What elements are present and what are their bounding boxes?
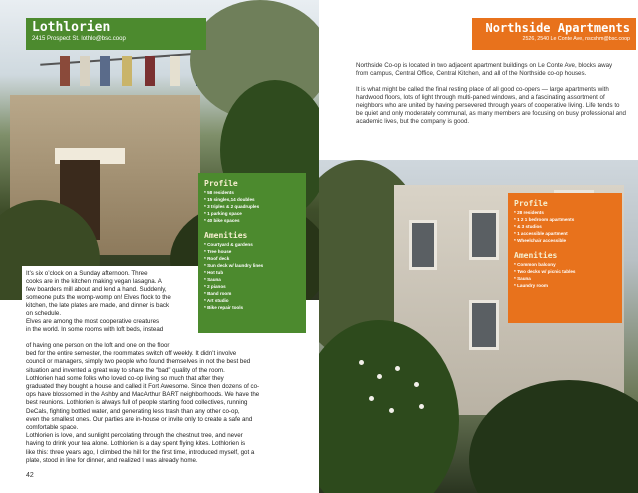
intro-paragraph: It is what might be called the final resting place of all good co-opers — large apartments with hardwood floors, lots of light through multi-paned windows, and a fascinating assortment of neighbors who are united by having persevered through years of cooperative living. Life tends to be quiet and only moderately communal, as many members are focusing on busy professional and academic lives, but the company is good. [356,86,626,125]
page-number: 42 [26,472,34,479]
profile-item: * 1 accessible apartment [514,230,616,237]
page-title: Lothlorien [32,20,111,35]
body-line: best reunions. Lothlorien is always full of people starting food collectives, running [26,399,248,407]
page-title: Northside Apartments [485,21,630,35]
address-contact: 2526, 2540 Le Conte Ave, nscshm@bsc.coop [522,36,630,42]
body-line: ops have blossomed in the Ashby and MacArthur BART neighborhoods. We have the [26,391,260,399]
amenity-item: * Art studio [204,297,300,304]
body-line: having to drink your tea alone. Lothlorien is a day spent flying kites. Lothlorien is [26,440,246,448]
amenity-item: * Hot tub [204,269,300,276]
profile-heading: Profile [204,179,238,188]
profile-list [204,189,300,224]
body-line: bed for the entire semester, the roommates switch off weekly. It didn’t involve [26,350,237,358]
body-line: DeCals, fighting bottled water, and generating less trash than any other co-op, [26,407,240,415]
amenity-item: * Bike repair tools [204,304,300,311]
northside-profile-box [508,193,622,323]
address-contact: 2415 Prospect St. lothlo@bsc.coop [32,36,126,42]
right-page [319,0,638,493]
amenities-list [514,261,616,289]
body-line: in the world. In some rooms with loft beds, instead [26,326,164,333]
body-line: on schedule. [26,310,62,317]
amenity-item: * Sauna [204,276,300,283]
amenity-item: * Tree house [204,248,300,255]
body-line: graduated they bought a house and called it Fort Awesome. Since then dozens of co- [26,383,260,391]
body-line: situation and invented a great way to share the “bad” quality of the room. [26,366,225,374]
amenity-item: * Two decks w/ picnic tables [514,268,616,275]
body-line: plate, stood in line for dinner, and realized I was already home. [26,456,198,464]
body-line: council or managers, simply two people who found themselves in not the best bed [26,358,251,366]
lothlorien-header [26,18,206,50]
amenities-list [204,241,300,311]
profile-item: * 15 singles,14 doubles [204,196,300,203]
body-line: of having one person on the loft and one on the floor [26,342,170,349]
body-line: like this: three years ago, I climbed the hill for the first time, introduced myself, got a [26,448,255,456]
body-text-wide [26,342,298,465]
body-line: even the smallest ones. Our parties are in-house or invite only to create a safe and [26,415,253,423]
body-line: cooks are in the kitchen making vegan lasagna. A [26,278,162,285]
amenity-item: * Common balcony [514,261,616,268]
amenity-item: * Sun deck w/ laundry lines [204,262,300,269]
profile-item: * Wheelchair accessible [514,237,616,244]
profile-item: * & 3 studios [514,223,616,230]
profile-heading: Profile [514,199,548,208]
body-line: Elves are among the most cooperative creatures [26,318,160,325]
profile-item: * 1 2 1 bedroom apartments [514,216,616,223]
body-line: few boarders mill about and lend a hand. Suddenly, [26,286,167,293]
amenity-item: * Courtyard & gardens [204,241,300,248]
amenity-item: * Sauna [514,275,616,282]
intro-text [356,62,626,126]
profile-item: * 3 triples & 2 quadruples [204,203,300,210]
northside-header [472,18,636,50]
body-line: Lothlorien is love, and sunlight percolating through the chestnut tree, and never [26,432,243,440]
profile-item: * 1 parking space [204,210,300,217]
profile-item: * 58 residents [204,189,300,196]
amenities-heading: Amenities [204,231,248,240]
lothlorien-profile-box [198,173,306,333]
profile-item: * 28 residents [514,209,616,216]
profile-list [514,209,616,244]
amenities-heading: Amenities [514,251,558,260]
amenity-item: * Roof deck [204,255,300,262]
body-text-narrow [26,270,196,334]
body-line: comfortable space. [26,424,79,432]
intro-paragraph: Northside Co-op is located in two adjacent apartment buildings on Le Conte Ave, blocks away from campus, Central Office, Central Kitchen, and all of the Northside co-op houses. [356,62,613,77]
body-line: Lothlorien had some folks who loved co-op living so much that after they [26,374,224,382]
amenity-item: * 2 pianos [204,283,300,290]
body-line: It’s six o’clock on a Sunday afternoon. Three [26,270,148,277]
amenity-item: * Band room [204,290,300,297]
body-line: kitchen, the late plates are made, and dinner is back [26,302,170,309]
body-line: someone puts the womp-womp on! Elves flock to the [26,294,171,301]
amenity-item: * Laundry room [514,282,616,289]
profile-item: * 40 bike spaces [204,217,300,224]
